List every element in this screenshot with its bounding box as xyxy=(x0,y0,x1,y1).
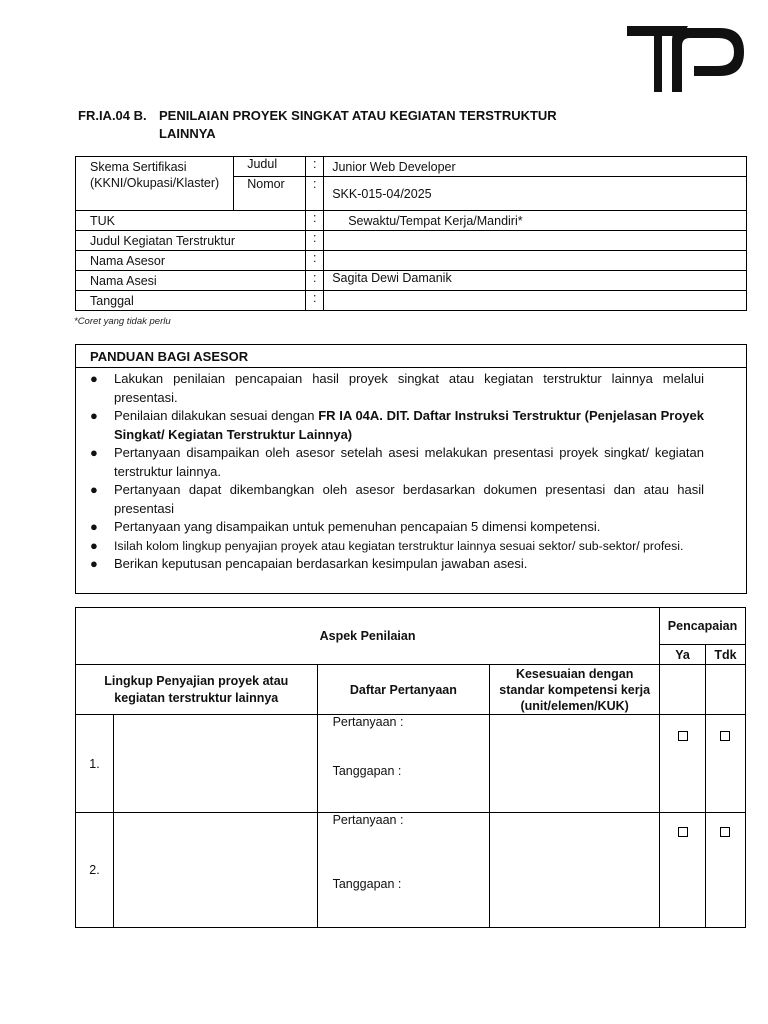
skema-label: Skema Sertifikasi (KKNI/Okupasi/Klaster) xyxy=(76,157,234,211)
colon: : xyxy=(306,271,324,291)
asesi-label: Nama Asesi xyxy=(76,271,306,291)
ya-checkbox-cell[interactable] xyxy=(660,813,706,928)
colon: : xyxy=(306,157,324,177)
tanggapan-label: Tanggapan : xyxy=(332,764,402,778)
bullet-icon: ● xyxy=(90,408,98,423)
tdk-empty xyxy=(705,665,745,715)
asesor-label: Nama Asesor xyxy=(76,251,306,271)
tdk-header: Tdk xyxy=(705,645,745,665)
asesi-value[interactable]: Sagita Dewi Damanik xyxy=(324,271,747,291)
lingkup-cell[interactable] xyxy=(113,715,317,813)
guide-item xyxy=(90,407,704,444)
nomor-value[interactable]: SKK-015-04/2025 xyxy=(324,177,747,211)
colon: : xyxy=(306,251,324,271)
bullet-icon: ● xyxy=(90,537,98,553)
tdk-checkbox-cell[interactable] xyxy=(705,715,745,813)
judul-label: Judul xyxy=(234,157,306,177)
guide-item xyxy=(90,481,704,518)
nomor-label: Nomor xyxy=(234,177,306,211)
tdk-checkbox-cell[interactable] xyxy=(705,813,745,928)
pertanyaan-label: Pertanyaan : xyxy=(332,813,404,827)
row-number: 1. xyxy=(76,715,114,813)
ya-header: Ya xyxy=(660,645,706,665)
guide-box xyxy=(75,344,747,594)
kesesuaian-cell[interactable] xyxy=(490,813,660,928)
tanggal-value[interactable] xyxy=(324,291,747,311)
row-number: 2. xyxy=(76,813,114,928)
pencapaian-header: Pencapaian xyxy=(660,608,746,645)
colon: : xyxy=(306,177,324,211)
ya-empty xyxy=(660,665,706,715)
bullet-icon: ● xyxy=(90,445,98,460)
kegiatan-label: Judul Kegiatan Terstruktur xyxy=(76,231,306,251)
bullet-icon: ● xyxy=(90,482,98,497)
strike-note: *Coret yang tidak perlu xyxy=(74,316,171,327)
tanggapan-label: Tanggapan : xyxy=(332,877,402,891)
bullet-icon: ● xyxy=(90,371,98,386)
guide-item-text: Pertanyaan disampaikan oleh asesor setelah asesi melakukan presentasi proyek singkat/ kegiatan terstruktur lainnya. xyxy=(114,445,704,479)
guide-item xyxy=(90,444,704,481)
guide-item xyxy=(90,537,704,556)
colon: : xyxy=(306,231,324,251)
guide-item xyxy=(90,555,704,574)
lingkup-cell[interactable] xyxy=(113,813,317,928)
guide-item xyxy=(90,518,704,537)
guide-item-text: Lakukan penilaian pencapaian hasil proyek singkat atau kegiatan terstruktur lainnya melalui presentasi. xyxy=(114,371,704,405)
tp-logo xyxy=(624,22,746,94)
aspek-header: Aspek Penilaian xyxy=(76,608,660,665)
guide-item-text: Penilaian dilakukan sesuai dengan xyxy=(114,408,319,423)
tuk-label: TUK xyxy=(76,211,306,231)
guide-item xyxy=(90,370,704,407)
assessment-table xyxy=(75,607,746,928)
ya-checkbox[interactable] xyxy=(678,731,688,741)
ya-checkbox-cell[interactable] xyxy=(660,715,706,813)
colon: : xyxy=(306,291,324,311)
tdk-checkbox[interactable] xyxy=(720,827,730,837)
form-code: FR.IA.04 B. xyxy=(78,108,147,123)
question-cell[interactable] xyxy=(317,813,490,928)
guide-item-text: Pertanyaan dapat dikembangkan oleh asesor berdasarkan dokumen presentasi dan atau hasil presentasi xyxy=(114,482,704,516)
guide-item-text: Pertanyaan yang disampaikan untuk pemenuhan pencapaian 5 dimensi kompetensi. xyxy=(114,519,601,534)
guide-title: PANDUAN BAGI ASESOR xyxy=(76,345,746,368)
daftar-header: Daftar Pertanyaan xyxy=(317,665,490,715)
question-cell[interactable] xyxy=(317,715,490,813)
tuk-value[interactable]: Sewaktu/Tempat Kerja/Mandiri* xyxy=(324,211,747,231)
tdk-checkbox[interactable] xyxy=(720,731,730,741)
kesesuaian-header: Kesesuaian dengan standar kompetensi kerja (unit/elemen/KUK) xyxy=(490,665,660,715)
guide-item-bold: FR IA 04A. DIT. Daftar Instruksi Terstruktur (Penjelasan Proyek Singkat/ Kegiatan Terstruktur Lainnya) xyxy=(114,408,704,442)
kegiatan-value[interactable] xyxy=(324,231,747,251)
judul-value[interactable]: Junior Web Developer xyxy=(324,157,747,177)
guide-list xyxy=(76,368,746,574)
guide-item-text: Berikan keputusan pencapaian berdasarkan kesimpulan jawaban asesi. xyxy=(114,556,528,571)
pertanyaan-label: Pertanyaan : xyxy=(332,715,404,729)
form-title: PENILAIAN PROYEK SINGKAT ATAU KEGIATAN TERSTRUKTUR LAINNYA xyxy=(159,108,557,141)
info-table xyxy=(75,156,747,311)
tanggal-label: Tanggal xyxy=(76,291,306,311)
bullet-icon: ● xyxy=(90,519,98,534)
lingkup-header: Lingkup Penyajian proyek atau kegiatan terstruktur lainnya xyxy=(76,665,318,715)
bullet-icon: ● xyxy=(90,556,98,571)
ya-checkbox[interactable] xyxy=(678,827,688,837)
kesesuaian-cell[interactable] xyxy=(490,715,660,813)
colon: : xyxy=(306,211,324,231)
asesor-value[interactable] xyxy=(324,251,747,271)
guide-item-text: Isilah kolom lingkup penyajian proyek atau kegiatan terstruktur lainnya sesuai sektor/ sub-sektor/ profesi. xyxy=(114,538,684,553)
